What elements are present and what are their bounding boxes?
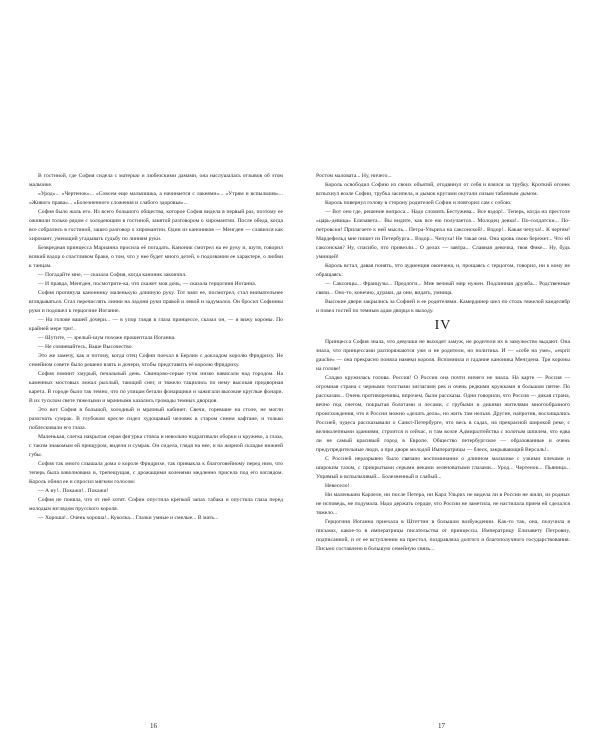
right-page-text-after-chapter: [316, 338, 570, 554]
paragraph: Это вот София в большой, холодный и мрачный кабинет. Свечи, горевшие на столе, не могли разогнать сумрак. В глубоком кресле сидел худощавый человек в старом синем кафтане, и только поблескивали его глаза.: [29, 407, 283, 431]
paragraph: София протянула каноннику маленькую длинную руку. Тот взял ее, посмотрел, стал внимательнее вглядываться. Стал перечислять линии на ладони руки правой и левой и задумался. Он бросил Софиины руки и подошел к герцогине Иоганне.: [29, 290, 283, 314]
paragraph: — Не сомневайтесь, Ваше Высочество.: [38, 344, 133, 350]
paragraph: Безвредная принцесса Марианна просила её погадать. Каноник смотрел на ее руку и, шутя, говорил всякий вздор о счастливом браке, о том, что у нее будет много детей, о подозвании ее характере, о любви к танцам.: [29, 245, 283, 269]
paragraph: София так много слышала дома о короле Фридрихе, так привыкла к благоговейному перед ним, что теперь была взволнована и, трепещущая, с дрожащими коленями медленно присела под его взглядом. Король обнял ее и спросил мягким голосом:: [29, 461, 283, 485]
paragraph: С Россией неразрывно было связано воспоминание о длинном мальчике с узкими плечами и широким тазом, с прикрытыми серыми веками зеленоватыми глазами... Урод... Чертенок... Пьяница... Упрямый и вспыльчивый... Болезненный и слабый...: [316, 456, 570, 480]
paragraph: Герцогиня Иоганна приехала в Штеттин в большом возбуждении. Как-то так, она, получила в письмах, какое-то в императрицы писательства от принцессы. Императрицу Елизавету Петровну, подписанной, и от ее вступлении на престол, поздравляла долгого и благополучного государствования. Письмо составлено в большую семейную связь...: [316, 519, 570, 552]
paragraph: — А ну!.. Покажи!.. Покажи!: [38, 488, 109, 494]
paragraph: София не поняла, что от неё хотят. Софии опустила крепкой запах табака и опустила глаза перед молодым взглядом прусского короля.: [29, 497, 283, 512]
paragraph: — Погадайте мне, — сказала София, когда каноник закончил.: [38, 272, 187, 278]
paragraph: — Хороша!.. Очень хороша!.. Куколка... Глазки умные и смелые... В мать...: [38, 515, 219, 521]
paragraph: Принцесса София знала, что девушки не выходят замуж, не родители их в замужество выдают. Она знала, что принцессами распоряжаются уже и не родители, но политика. И — «себе на уме», «esprit gauche» — она прекрасно поняла намеки короля. Вспомнила и гадание каноника Менгдена. Три короны на голове!: [316, 339, 570, 372]
paragraph: Король встал, давая понять, что аудиенция окончена, и, прощаясь с герцогом, говорил, ни к кому не обращаясь:: [316, 263, 570, 278]
right-page: [316, 172, 570, 554]
paragraph: Ни маленьким Карлеле, ни после Петера, ни Карл Ульрих не видела ли в России не жили, из родных не исповедь, не подумала. Надо держать сердце, что России не заметила, не настилала прием ей сделался тяжело...: [316, 492, 570, 516]
paragraph: София было жаль его. Из всего большого общества, которое София видела в первый раз, поэтому ее оживили только рядом с холодеющим в гостиной, занятой разговором о хиромантии. После обеда, когда все собрались в гостиной, зашел разговор о хиромантии. Один из каноников — Менгден — славился как хиромант, умеющий угадывать судьбу по линиям руки.: [29, 209, 283, 242]
paragraph: «Урод»... «Чертенок»... «Совсем еще мальчишка, а начинается с лакеями»... «Утрям и вспыльчив»... «Живого права»... «Болезненного сложения и слабого здоровья»...: [29, 191, 283, 206]
paragraph: София помнит хмурый, печальный день. Свинцово-серые тучи низко нависали над городом. На каменных мостовых лежал рыхлый, тающий снег, и тяжело тащились по нему высокая придворная карета. В городе было так темно, что по улицам бегали фонарщики и зажигали высокие круглые фонари. В их тусклом свете тяжелыми и мрачными казались громады темных дворцов.: [29, 371, 283, 404]
chapter-heading: IV: [434, 318, 452, 333]
right-page-text-before-chapter: [316, 172, 570, 316]
paragraph: Ростом маловата... Ну, ничего...: [316, 173, 392, 179]
paragraph: Сладко кружилась голова. Россия! О России она почти ничего не знала. На карте — Россия — огромная страна с черными толстыми зигзагами рек и очень редкими кружками в большом пятне. По рассказам... Очень противоречивы, впрочем, были рассказы. Одни говорили, что Россия — дикая страна, вечно под снегом, покрытая болотами и лесами, с грубыми и дикими жителями многообразного происхождения, что в России можно «делать дела», но жить там нельзя. Другие, напротив, восхищались Россией, чудеса рассказывали о Санкт-Петербурге, что весь в садах, на прекрасной широкой реке, с великолепными зданиями, строится и сейчас, и там возле Адмиралтейства с золотым шпилем, что едва ли не самый красивый город в Европе. Общество петербургское — образованные и очень предупредительные люди, а при дворе молодой Императрицы — блеск, закрывающий Версаль!..: [316, 375, 570, 453]
left-page: [29, 172, 283, 523]
page-number-right: 17: [438, 722, 445, 730]
paragraph: Это же замечу, как и потому, когда отец Софии поехал в Берлин с докладом королю Фридриху. Не семейном совете было решено взять и дочери, чтобы представить её королю Фридриху.: [29, 353, 283, 368]
paragraph: Невесело!: [325, 483, 350, 489]
paragraph: — Шутите, — зрелый-шум похоже прошептала Иоганна.: [38, 335, 176, 341]
paragraph: — Вот оно где, решение вопроса... Надо сломить Бестужева... Все вздор!.. Теперь, когда на престоле «царь-девица» Елизавета... Вы видите, как все ею получается... Молодец девка!.. По-солдатски... По-петровски! Прилагаете к ней мысль... Петра-Ульриха на саксонской!.. Вздор!.. Какая чепуха!.. К чертям! Мардефельд мне пишет из Петербурга... Вздор... Чепуха! Не такая она. Она кровь свою бережет... Что ей саксонская? Ну, спасибо, что привезли... О делах — завтра... Славная девочка, твоя Фике... Ну, будь умницей!: [316, 209, 570, 260]
paragraph: — И правда, Менгден, посмотрите-ка, что скажет моя дочь, — сказала герцогиня Иоганна.: [38, 281, 257, 287]
page-number-left: 16: [150, 722, 157, 730]
paragraph: — Саксонцы... Французы... Предлоги... Мне вечный мир нужен. Подлинная дружба... Родственные связи... Оно-то, конечно, дураки, да они, видать, умница.: [316, 281, 570, 296]
paragraph: В гостиной, где София сидела с матерью и любезскими дамами, она наслушалась отзывов об этом мальчике.: [29, 173, 283, 188]
paragraph: Король повернул голову в сторону родителей Софии и повторил сам с собою:: [325, 200, 512, 206]
paragraph: Высокие двери закрылись за Софией и ее родителями. Камердинер шел по столь тяжелой канделябр и повел гостей по темным адам дворца к выходу.: [316, 299, 570, 314]
paragraph: Маленькая, слегка накрытая серая фигурка стояла и невольно вздрагивали оборки и кружево, а глаза, с таким знакомым ей прищуром, видели и сумрак. Он сидела, глядя на нее, и на жирной складке нижней губы.: [29, 434, 283, 458]
paragraph: — На голове вашей дочери... — в упор глядя в глаза принцессе, сказал он, — я вижу короны. По крайней мере три!..: [29, 317, 283, 332]
paragraph: Король освободил Софию из своих объятий, отодвинул от себя и взялся за трубку. Кроткий огонек вспыхнул возле Софии, трубка засипела, и дымок кругами окутали сизым табачным дымом.: [316, 182, 570, 197]
